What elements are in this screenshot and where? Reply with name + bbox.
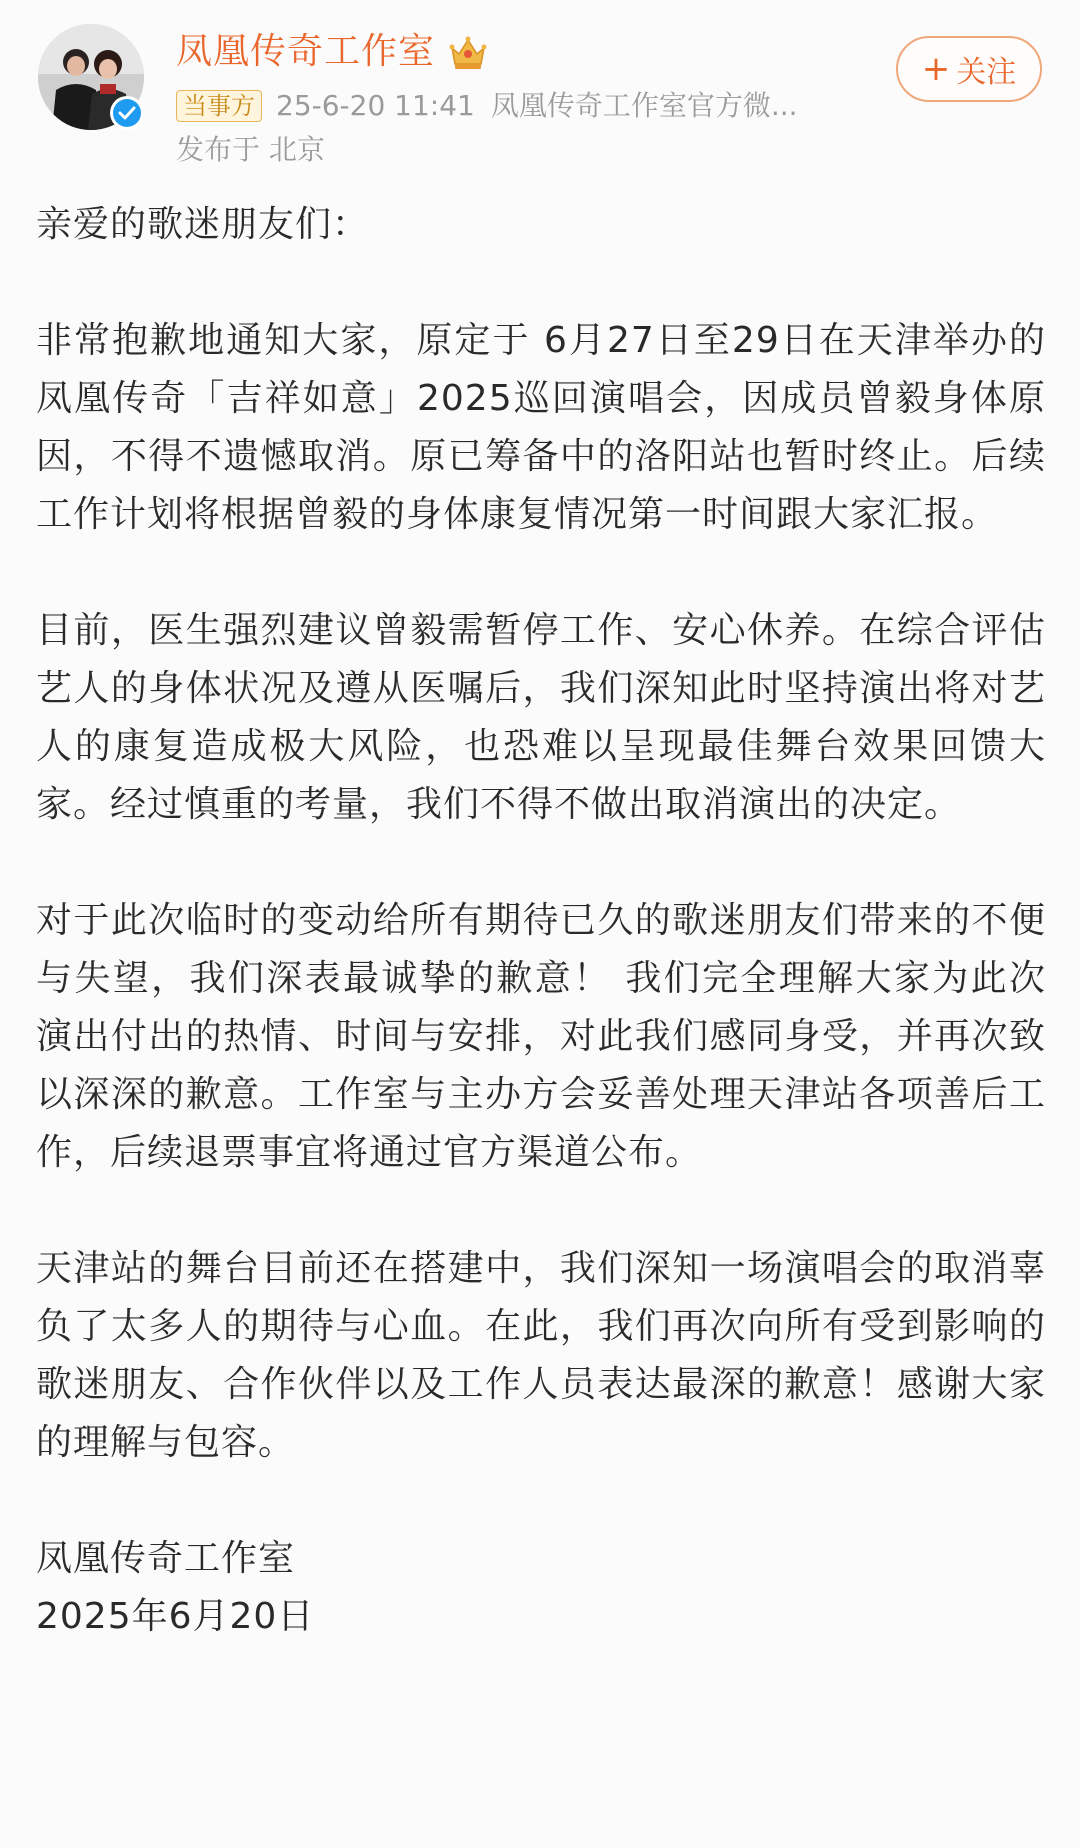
greeting: 亲爱的歌迷朋友们： — [36, 204, 370, 245]
paragraph-1: 非常抱歉地通知大家，原定于 6月27日至29日在天津举办的凤凰传奇「吉祥如意」2025巡回演唱会，因成员曾毅身体原因，不得不遗憾取消。原已筹备中的洛阳站也暂时终止。后续工作计划将根据曾毅的身体康复情况第一时间跟大家汇报。 — [36, 320, 1046, 535]
party-tag: 当事方 — [176, 90, 262, 122]
paragraph-4: 天津站的舞台目前还在搭建中，我们深知一场演唱会的取消辜负了太多人的期待与心血。在此，我们再次向所有受到影响的歌迷朋友、合作伙伴以及工作人员表达最深的歉意！感谢大家的理解与包容。 — [36, 1248, 1046, 1463]
follow-label: 关注 — [956, 55, 1017, 90]
post-header — [0, 0, 1080, 190]
crown-vip-icon — [448, 34, 488, 72]
follow-button[interactable] — [896, 36, 1042, 102]
paragraph-3: 对于此次临时的变动给所有期待已久的歌迷朋友们带来的不便与失望，我们深表最诚挚的歉意！ 我们完全理解大家为此次演出付出的热情、时间与安排，对此我们感同身受，并再次致以深深的歉意。工作室与主办方会妥善处理天津站各项善后工作，后续退票事宜将通过官方渠道公布。 — [36, 900, 1046, 1173]
post-source[interactable]: 凤凰传奇工作室官方微... — [490, 89, 798, 122]
post-timestamp: 25-6-20 11:41 — [276, 89, 475, 122]
post-body — [36, 196, 1046, 1646]
username[interactable]: 凤凰传奇工作室 — [176, 31, 436, 72]
signature-date: 2025年6月20日 — [36, 1596, 315, 1637]
post-location: 发布于 北京 — [176, 133, 325, 166]
signature-name: 凤凰传奇工作室 — [36, 1538, 296, 1579]
paragraph-2: 目前，医生强烈建议曾毅需暂停工作、安心休养。在综合评估艺人的身体状况及遵从医嘱后，我们深知此时坚持演出将对艺人的康复造成极大风险，也恐难以呈现最佳舞台效果回馈大家。经过慎重的考量，我们不得不做出取消演出的决定。 — [36, 610, 1046, 825]
plus-icon: + — [921, 49, 951, 89]
verified-icon — [110, 96, 144, 130]
post-meta — [176, 88, 798, 124]
